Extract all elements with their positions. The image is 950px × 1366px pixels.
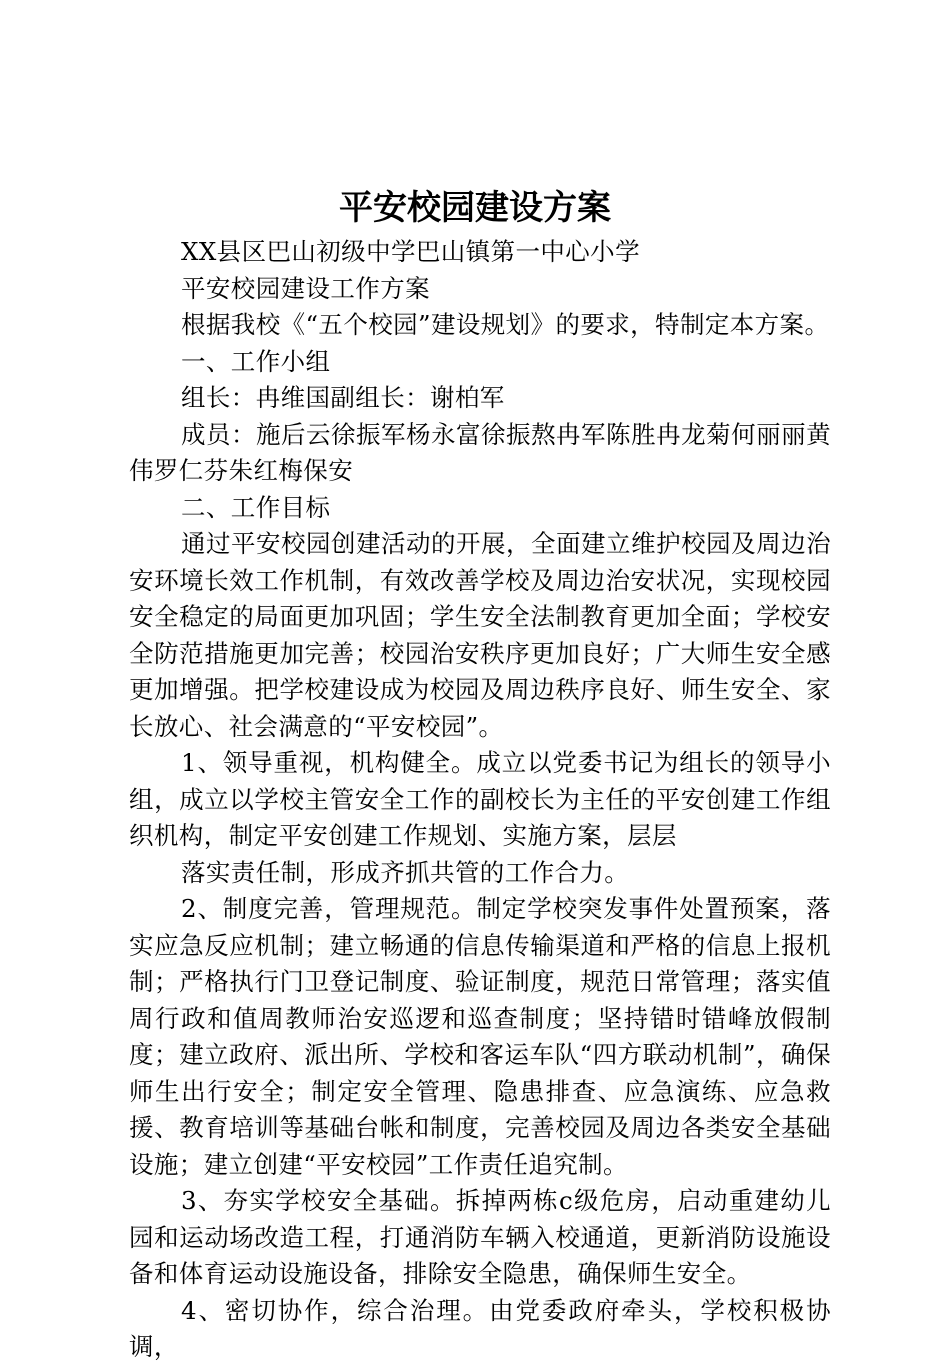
document-body xyxy=(129,234,831,1366)
section-heading-work-goals: 二、工作目标 xyxy=(181,492,331,522)
plan-subtitle-line: 平安校园建设工作方案 xyxy=(181,273,430,303)
intro-paragraph: 根据我校《“五个校园”建设规划》的要求，特制定本方案。 xyxy=(181,310,830,339)
item-4-paragraph: 4、密切协作，综合治理。由党委政府牵头，学校积极协调， xyxy=(129,1295,831,1361)
group-leaders-line: 组长：冉维国副组长：谢柏军 xyxy=(181,383,505,412)
item-2-paragraph: 2、制度完善，管理规范。制定学校突发事件处置预案，落实应急反应机制；建立畅通的信息传输渠道和严格的信息上报机制；严格执行门卫登记制度、验证制度，规范日常管理；落实值周行政和值周教师治安巡逻和巡查制度；坚持错时错峰放假制度；建立政府、派出所、学校和客运车队“四方联动机制”，确保师生出行安全；制定安全管理、隐患排查、应急演练、应急救援、教育培训等基础台帐和制度，完善校园及周边各类安全基础设施；建立创建“平安校园”工作责任追究制。 xyxy=(129,894,831,1179)
school-name-line: XX县区巴山初级中学巴山镇第一中心小学 xyxy=(181,237,640,266)
item-3-paragraph: 3、夯实学校安全基础。拆掉两栋c级危房，启动重建幼儿园和运动场改造工程，打通消防车辆入校通道，更新消防设施设备和体育运动设施设备，排除安全隐患，确保师生安全。 xyxy=(129,1186,831,1288)
item-1-paragraph: 1、领导重视，机构健全。成立以党委书记为组长的领导小组，成立以学校主管安全工作的副校长为主任的平安创建工作组织机构，制定平安创建工作规划、实施方案，层层 xyxy=(129,748,831,850)
section-heading-work-group: 一、工作小组 xyxy=(181,346,331,376)
goals-paragraph: 通过平安校园创建活动的开展，全面建立维护校园及周边治安环境长效工作机制，有效改善学校及周边治安状况，实现校园安全稳定的局面更加巩固；学生安全法制教育更加全面；学校安全防范措施更加完善；校园治安秩序更加良好；广大师生安全感更加增强。把学校建设成为校园及周边秩序良好、师生安全、家长放心、社会满意的“平安校园”。 xyxy=(129,529,831,741)
group-members-paragraph: 成员：施后云徐振军杨永富徐振熬冉军陈胜冉龙菊何丽丽黄伟罗仁芬朱红梅保安 xyxy=(129,419,831,485)
item-1-continuation-paragraph: 落实责任制，形成齐抓共管的工作合力。 xyxy=(181,857,630,887)
document-title: 平安校园建设方案 xyxy=(339,188,611,228)
